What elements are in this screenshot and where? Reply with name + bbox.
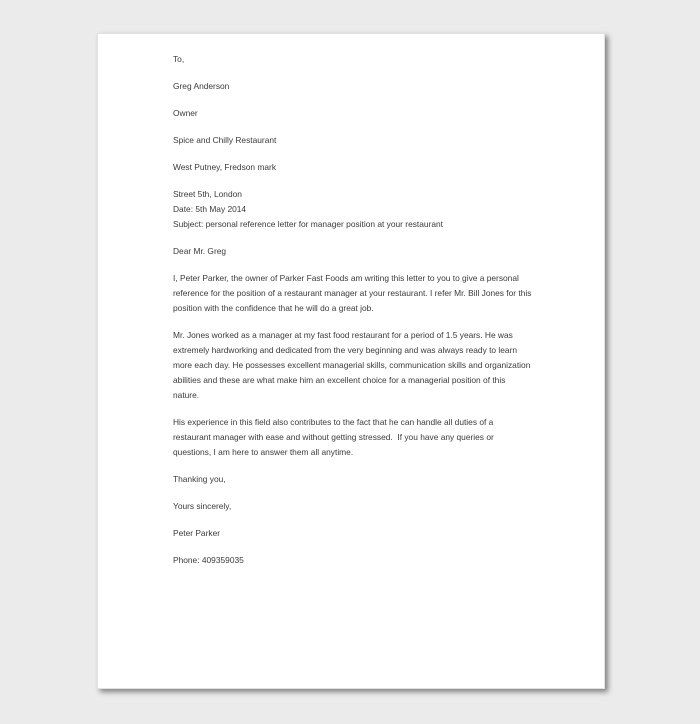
letter-page: [97, 33, 605, 689]
recipient-company: Spice and Chilly Restaurant: [173, 135, 277, 145]
letter-meta-block: [173, 187, 532, 232]
body-paragraph-2: Mr. Jones worked as a manager at my fast food restaurant for a period of 1.5 years. He was extremely hardworking and dedicated from the very beginning and was always ready to learn more each day. He possesses excellent managerial skills, communication skills and organization abilities and these are what make him an excellent choice for a managerial position of this nature.: [173, 330, 533, 400]
date-line: Date: 5th May 2014: [173, 204, 247, 214]
recipient-name: Greg Anderson: [173, 81, 230, 91]
recipient-location: West Putney, Fredson mark: [173, 162, 277, 172]
letter-content: [98, 34, 604, 568]
body-paragraph-1: I, Peter Parker, the owner of Parker Fast Foods am writing this letter to you to give a personal reference for the position of a restaurant manager at your restaurant. I refer Mr. Bill Jones for this position with the confidence that he will do a great job.: [173, 273, 534, 313]
closing-line: Yours sincerely,: [173, 501, 232, 511]
subject-line: Subject: personal reference letter for manager position at your restaurant: [173, 219, 444, 229]
recipient-role: Owner: [173, 108, 198, 118]
body-paragraph-3: His experience in this field also contributes to the fact that he can handle all duties of a restaurant manager with ease and without getting stressed. If you have any queries or questions, I am here to answer them all anytime.: [173, 417, 497, 457]
thanking-line: Thanking you,: [173, 474, 226, 484]
greeting: Dear Mr. Greg: [173, 246, 227, 256]
sender-name: Peter Parker: [173, 528, 221, 538]
phone-line: Phone: 409359035: [173, 555, 244, 565]
to-label: To,: [173, 54, 185, 64]
street-line: Street 5th, London: [173, 189, 242, 199]
